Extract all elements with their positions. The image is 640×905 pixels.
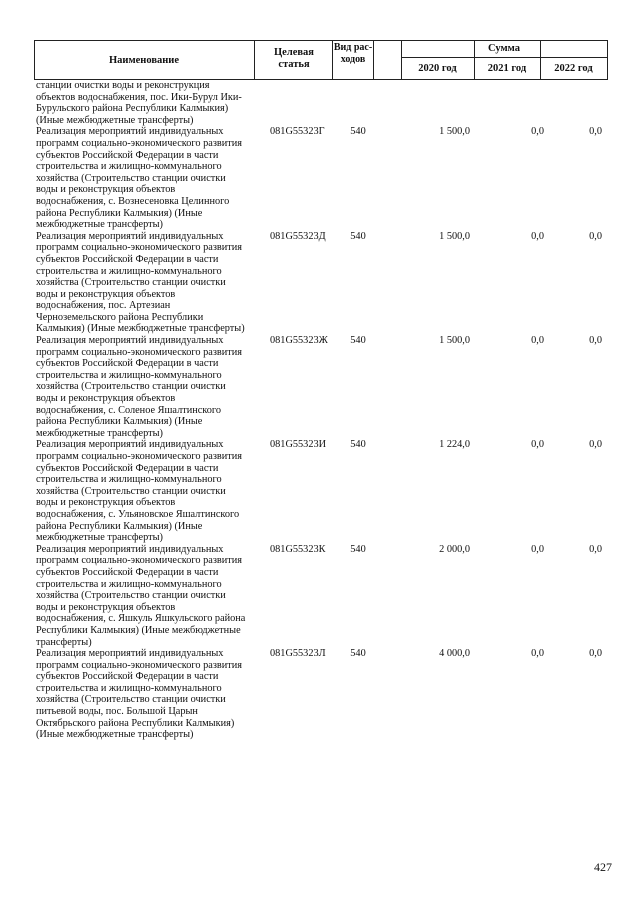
row-vid: 540 <box>350 230 366 242</box>
row-name: Реализация мероприятий индивидуальных программ социально-экономического развития субъектов Российской Федерации в части строительства и жилищно-коммунального хозяйства (Строительство станции очистки воды и реконструкция объектов водоснабжения, с. Яшкуль Яшкульского района Республики Калмыкия) (Иные межбюджетные трансферты) <box>36 543 246 648</box>
table-row <box>34 335 608 439</box>
row-sum-2022: 0,0 <box>589 439 602 451</box>
header-name: Наименование <box>109 55 179 66</box>
row-target: 081G55323Д <box>270 230 326 242</box>
row-sum-2022: 0,0 <box>589 543 602 555</box>
table-row <box>34 126 608 230</box>
table-row <box>34 648 608 741</box>
row-vid: 540 <box>350 648 366 660</box>
header-2021: 2021 год <box>487 63 527 74</box>
row-vid: 540 <box>350 126 366 138</box>
row-target: 081G55323К <box>270 543 326 555</box>
row-sum-2022: 0,0 <box>589 126 602 138</box>
row-target: 081G55323Ж <box>270 335 328 347</box>
table-row <box>34 231 608 335</box>
table-body <box>34 80 608 741</box>
row-sum-2022: 0,0 <box>589 335 602 347</box>
row-name: Реализация мероприятий индивидуальных программ социально-экономического развития субъектов Российской Федерации в части строительства и жилищно-коммунального хозяйства (Строительство станции очистки питьевой воды, пос. Большой Царын Октябрьского района Республики Калмыкия) (Иные межбюджетные трансферты) <box>36 648 243 741</box>
row-vid: 540 <box>350 335 366 347</box>
row-sum-2021: 0,0 <box>531 648 544 660</box>
row-sum-2021: 0,0 <box>531 230 544 242</box>
row-sum-2021: 0,0 <box>531 126 544 138</box>
table-row <box>34 80 608 126</box>
row-sum-2020: 1 500,0 <box>439 126 470 138</box>
row-name: Реализация мероприятий индивидуальных программ социально-экономического развития субъектов Российской Федерации в части строительства и жилищно-коммунального хозяйства (Строительство станции очистки воды и реконструкция объектов водоснабжения, с. Вознесеновка Целинного района Республики Калмыкия) (Иные межбюджетные трансферты) <box>36 126 243 231</box>
page-number: 427 <box>594 860 612 874</box>
header-sum: Сумма <box>488 43 520 54</box>
row-target: 081G55323Л <box>270 648 326 660</box>
row-sum-2022: 0,0 <box>589 230 602 242</box>
row-name: станции очистки воды и реконструкция объектов водоснабжения, пос. Ики-Бурул Ики-Бурульского района Республики Калмыкия) (Иные межбюджетные трансферты) <box>36 80 242 126</box>
row-sum-2020: 1 500,0 <box>439 230 470 242</box>
row-sum-2021: 0,0 <box>531 335 544 347</box>
row-name: Реализация мероприятий индивидуальных программ социально-экономического развития субъектов Российской Федерации в части строительства и жилищно-коммунального хозяйства (Строительство станции очистки воды и реконструкция объектов водоснабжения, пос. Артезиан Черноземельского района Республики Калмыкия) (Иные межбюджетные трансферты) <box>36 230 245 335</box>
header-2020: 2020 год <box>418 63 457 74</box>
row-vid: 540 <box>350 439 366 451</box>
header-2022: 2022 год <box>554 63 593 74</box>
row-sum-2021: 0,0 <box>531 543 544 555</box>
table-row <box>34 544 608 648</box>
row-sum-2020: 4 000,0 <box>439 648 470 660</box>
row-sum-2020: 1 224,0 <box>439 439 470 451</box>
row-sum-2022: 0,0 <box>589 648 602 660</box>
header-vid: Вид рас-ходов <box>333 42 373 65</box>
table-header <box>34 40 608 80</box>
row-target: 081G55323Г <box>270 126 325 138</box>
table-row <box>34 439 608 543</box>
row-sum-2020: 2 000,0 <box>439 543 470 555</box>
row-name: Реализация мероприятий индивидуальных программ социально-экономического развития субъектов Российской Федерации в части строительства и жилищно-коммунального хозяйства (Строительство станции очистки воды и реконструкция объектов водоснабжения, с. Соленое Яшалтинского района Республики Калмыкия) (Иные межбюджетные трансферты) <box>36 335 243 439</box>
row-sum-2021: 0,0 <box>531 439 544 451</box>
row-target: 081G55323И <box>270 439 327 451</box>
row-sum-2020: 1 500,0 <box>439 335 470 347</box>
header-target: Целевая статья <box>274 47 314 70</box>
row-vid: 540 <box>350 543 366 555</box>
row-name: Реализация мероприятий индивидуальных программ социально-экономического развития субъектов Российской Федерации в части строительства и жилищно-коммунального хозяйства (Строительство станции очистки воды и реконструкция объектов водоснабжения, с. Ульяновское Яшалтинского района Республики Калмыкия) (Иные межбюджетные трансферты) <box>36 439 243 544</box>
